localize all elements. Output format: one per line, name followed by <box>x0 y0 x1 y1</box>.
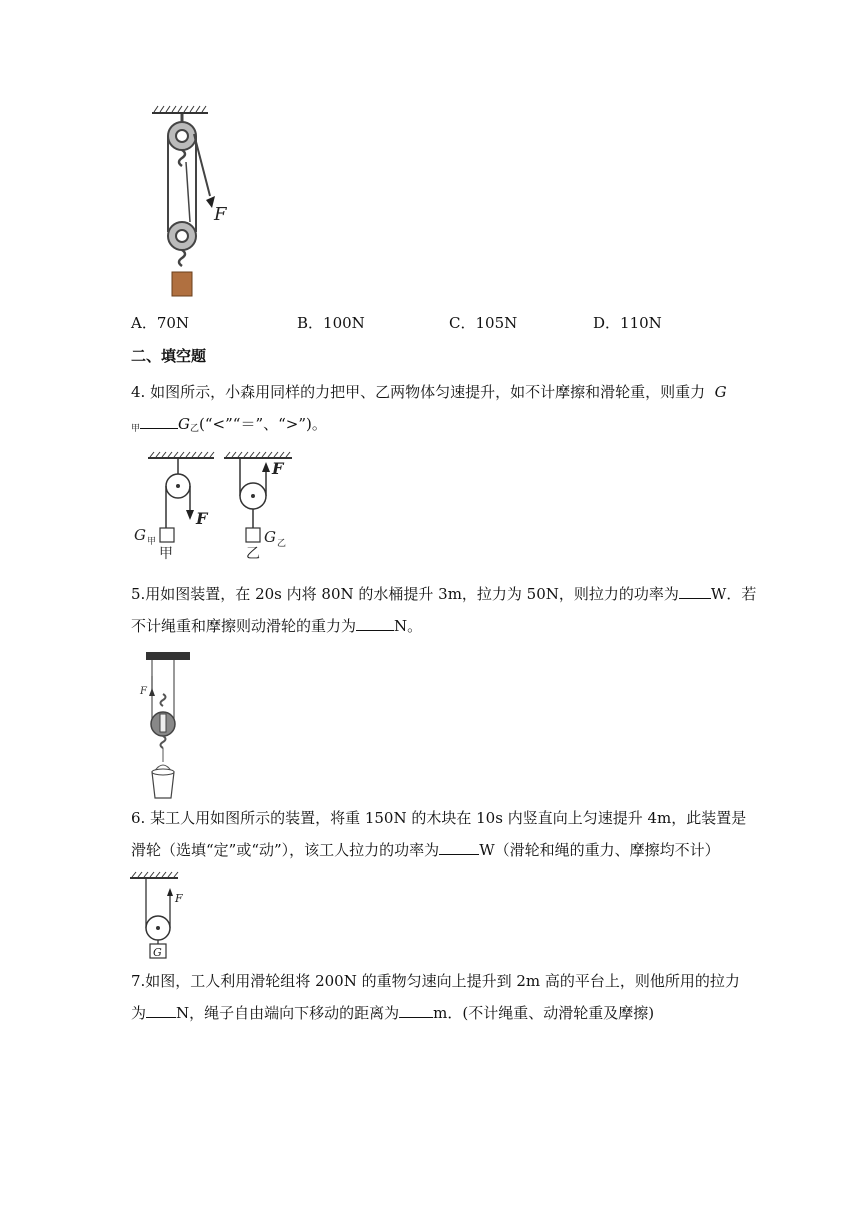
q4-line2 <box>131 414 327 439</box>
weight-block <box>172 272 192 296</box>
q5-text: N。 <box>394 617 423 635</box>
q7-text: m．(不计绳重、动滑轮重及摩擦) <box>433 1004 655 1022</box>
q6-power-blank <box>439 840 479 855</box>
force-arrow-yi <box>262 462 270 472</box>
force-arrow <box>149 688 155 696</box>
weight-label-yi: G <box>264 528 276 546</box>
ceiling-bar <box>146 652 190 660</box>
option-c <box>449 313 517 333</box>
q4-sub-jia: 甲 <box>131 424 141 434</box>
q6-line2 <box>131 840 720 860</box>
movable-pulley-block-figure <box>128 870 198 960</box>
q6-text: W（滑轮和绳的重力、摩擦均不计） <box>479 841 720 859</box>
force-label-jia: F <box>196 509 208 528</box>
option-letter: A． <box>131 314 157 332</box>
option-value: 110N <box>620 314 662 332</box>
option-value: 105N <box>475 314 518 332</box>
fixed-and-movable-pulley-figure <box>130 448 300 560</box>
force-label: F <box>175 892 183 905</box>
weight-label: G <box>153 946 162 959</box>
pulley-block-figure <box>150 104 260 300</box>
q4-symbol-g: G <box>714 383 727 401</box>
q4-line1 <box>131 382 727 402</box>
weight-label-jia: G <box>134 526 146 544</box>
q5-weight-blank <box>356 616 394 631</box>
option-letter: C． <box>449 314 476 332</box>
section-title: 二、填空题 <box>131 347 207 365</box>
option-value: 70N <box>156 314 190 332</box>
q7-line2 <box>131 1003 654 1023</box>
q5-text: 不计绳重和摩擦则动滑轮的重力为 <box>131 617 357 635</box>
q7-text: N，绳子自由端向下移动的距离为 <box>176 1004 400 1022</box>
force-arrow-jia <box>186 510 194 520</box>
label-jia: 甲 <box>159 546 173 560</box>
q5-text: 5.用如图装置，在 20s 内将 80N 的水桶提升 3m，拉力为 50N，则拉力的功率为 <box>131 585 679 603</box>
option-a <box>131 313 189 333</box>
force-label: F <box>214 204 227 225</box>
option-letter: B． <box>297 314 324 332</box>
q5-power-blank <box>679 584 711 599</box>
force-arrow <box>167 888 173 896</box>
option-value: 100N <box>323 314 365 332</box>
q7-distance-blank <box>399 1003 433 1018</box>
q4-symbol-g: G <box>178 415 190 433</box>
q7-force-blank <box>146 1003 176 1018</box>
ceiling-hatch <box>152 106 208 113</box>
q5-line1 <box>131 584 756 604</box>
option-b <box>297 313 365 333</box>
box-jia <box>160 528 174 542</box>
force-label: F <box>140 686 147 697</box>
label-yi: 乙 <box>246 546 260 560</box>
force-label-yi: F <box>272 459 284 478</box>
bucket <box>152 772 174 798</box>
q4-answer-blank <box>140 414 178 429</box>
q7-text: 为 <box>131 1004 147 1022</box>
option-d <box>593 313 662 333</box>
q5-text: W．若 <box>710 585 757 603</box>
q4-text: 4. 如图所示，小森用同样的力把甲、乙两物体匀速提升，如不计摩擦和滑轮重，则重力 <box>131 383 706 401</box>
q6-line1: 6. 某工人用如图所示的装置，将重 150N 的木块在 10s 内竖直向上匀速提升 4m，此装置是 <box>131 809 747 827</box>
q4-sub-yi: 乙 <box>190 424 200 434</box>
q6-text: 滑轮（选填“定”或“动”），该工人拉力的功率为 <box>131 841 440 859</box>
weight-sub-jia: 甲 <box>147 537 157 547</box>
q4-tail: (“<”“＝”、“>”)。 <box>199 415 327 433</box>
box-yi <box>246 528 260 542</box>
option-letter: D． <box>593 314 621 332</box>
q7-line1: 7.如图，工人利用滑轮组将 200N 的重物匀速向上提升到 2m 高的平台上，则他所用的拉力 <box>131 972 740 990</box>
q5-line2 <box>131 616 422 636</box>
weight-sub-yi: 乙 <box>277 539 287 549</box>
movable-pulley-bucket-figure <box>136 650 206 802</box>
